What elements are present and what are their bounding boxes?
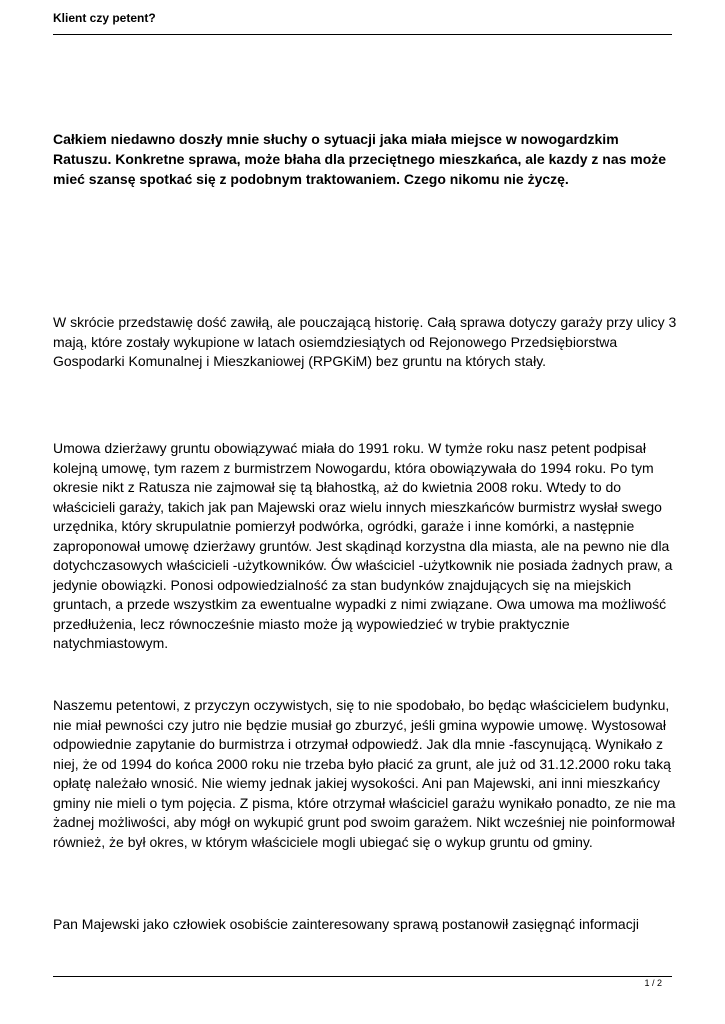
body-paragraph-1: W skrócie przedstawię dość zawiłą, ale pouczającą historię. Całą sprawa dotyczy garaży przy ulicy 3 mają, które zostały wykupione w latach osiemdziesiątych od Rejonowego Przedsiębiorstwa Gospodarki Komunalnej i Mieszkaniowej (RPGKiM) bez gruntu na których stały. (53, 314, 677, 369)
body-paragraph-2: Umowa dzierżawy gruntu obowiązywać miała do 1991 roku. W tymże roku nasz petent podpisał kolejną umowę, tym razem z burmistrzem Nowogardu, która obowiązywała do 1994 roku. Po tym okresie nikt z Ratusza nie zajmował się tą błahostką, aż do kwietnia 2008 roku. Wtedy to do właścicieli garaży, takich jak pan Majewski oraz wielu innych mieszkańców burmistrz wysłał swego urzędnika, który skrupulatnie pomierzył podwórka, ogródki, garaże i inne komórki, a następnie zaproponował umowę dzierżawy gruntów. Jest skądinąd korzystna dla miasta, ale na pewno nie dla dotychczasowych właścicieli -użytkowników. Ów właściciel -użytkownik nie posiada żadnych praw, a jedynie obowiązki. Ponosi odpowiedzialność za stan budynków znajdujących się na miejskich gruntach, a przede wszystkim za ewentualne wypadki z nimi związane. Owa umowa ma możliwość przedłużenia, lecz równocześnie miasto może ją wypowiedzieć w trybie praktycznie natychmiastowym. (53, 440, 673, 651)
page-number: 1 / 2 (644, 978, 662, 988)
header-divider (53, 34, 672, 35)
lead-paragraph: Całkiem niedawno doszły mnie słuchy o sytuacji jaka miała miejsce w nowogardzkim Ratuszu. Konkretne sprawa, może błaha dla przeciętnego mieszkańca, ale kazdy z nas może mieć szansę spotkać się z podobnym traktowaniem. Czego nikomu nie życzę. (53, 131, 667, 187)
body-paragraph-4: Pan Majewski jako człowiek osobiście zainteresowany sprawą postanowił zasięgnąć informacji (53, 916, 639, 932)
footer-divider (53, 976, 672, 977)
body-paragraph-3: Naszemu petentowi, z przyczyn oczywistych, się to nie spodobało, bo będąc właścicielem budynku, nie miał pewności czy jutro nie będzie musiał go zburzyć, jeśli gmina wypowie umowę. Wystosował odpowiednie zapytanie do burmistrza i otrzymał odpowiedź. Jak dla mnie -fascynującą. Wynikało z niej, że od 1994 do końca 2000 roku nie trzeba było płacić za grunt, ale już od 31.12.2000 roku taką opłatę należało wnosić. Nie wiemy jednak jakiej wysokości. Ani pan Majewski, ani inni mieszkańcy gminy nie mieli o tym pojęcia. Z pisma, które otrzymał właściciel garażu wynikało ponadto, ze nie ma żadnej możliwości, aby mógł on wykupić grunt pod swoim garażem. Nikt wcześniej nie poinformował również, że był okres, w którym właściciele mogli ubiegać się o wykup gruntu od gminy. (53, 697, 676, 850)
document-title: Klient czy petent? (53, 11, 156, 25)
